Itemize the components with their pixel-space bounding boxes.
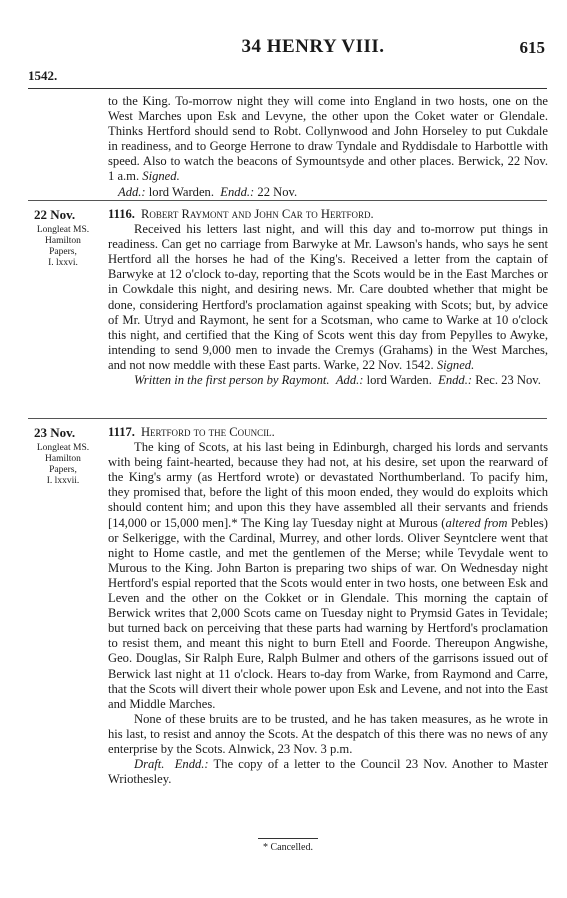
entry-1116 (108, 207, 548, 388)
entry-body: Received his letters last night, and will this day and to-morrow put things in readiness. Can get no carriage from Barwyke at Mr. Lawson's hands, who says he sent Hertford all the horses he had of the King's. Received a letter from the captain of Barwyke at 12 o'clock to-day, reporting that the Scots would be in the East Marches or in Cowkdale this night, and desiring news. Mr. Care doubted whether that might be done, considering Hertford's proclamation against speaking with Scots; but, by advice of Mr. Utryd and Raymont, he sent for a Scotsman, who came to Warke at 10 o'clock this night, and certified that the King of Scots went this day from Pepylles to Awyke, intending to send 9,000 men to invade the Cremys (Grahams) in the West Marches, and not now meddle with these East parts. Warke, 22 Nov. 1542. Signed. (108, 222, 548, 372)
entry-date: 23 Nov. (34, 425, 76, 440)
entry-heading (108, 425, 548, 440)
entry-divider (28, 418, 547, 419)
entry-endorsement: Written in the first person by Raymont. Add.: lord Warden. Endd.: Rec. 23 Nov. (134, 373, 541, 388)
running-title: 34 HENRY VIII. (241, 36, 385, 57)
continued-body: to the King. To-morrow night they will come into England in two hosts, one on the West Marches upon Esk and Levyne, the other upon the Coket water or Glendale. Thinks Hertford should send to Robt. Collynwood and John Horseley to put Cukdale in readiness, and to George Herrone to draw Tyndale and Ryddisdale to Harbottle with speed. Also to watch the beacons of Symountsyde and other places. Berwick, 22 Nov. 1 a.m. Signed. (108, 94, 548, 184)
continued-entry (108, 94, 548, 200)
entry-1117-margin (24, 425, 102, 487)
page-number: 615 (519, 38, 545, 57)
entry-1116-margin (24, 207, 102, 269)
entry-endorsement: Draft. Endd.: The copy of a letter to the Council 23 Nov. Another to Master Wriothesley. (108, 757, 549, 787)
entry-1117 (108, 425, 548, 787)
entry-number: 1116. (108, 207, 135, 221)
entry-divider (28, 200, 547, 201)
entry-body-2: None of these bruits are to be trusted, and he has taken measures, as he wrote in his last, to resist and annoy the Scots. At the despatch of this there was no news of any enterprise by the Scots. Alnwick, 23 Nov. 3 p.m. (108, 711, 548, 756)
entry-source: Longleat MS. Hamilton Papers, I. lxxvii. (36, 443, 90, 486)
entry-title: Robert Raymont and John Car to Hertford. (140, 207, 374, 221)
continued-signed: Signed. (142, 169, 180, 184)
entry-source: Longleat MS. Hamilton Papers, I. lxxvi. (36, 225, 90, 268)
entry-number: 1117. (108, 425, 135, 439)
entry-body: The king of Scots, at his last being in Edinburgh, charged his lords and servants with being faint-hearted, because they had not, at his desire, set upon the rearward of the King's army (as Hertford wrote) or devastated Northumberland. To pacify him, they promised that, before the light of this moon ended, they would do exploits which should content him; and upon this they have assembled all their servants and friends [14,000 or 15,000 men].* The King lay Tuesday night at Murous (altered from Pebles) or Selkerigge, with the Cardinal, Murrey, and other lords. Oliver Seyntclere went that night to Home castle, and met the gentlemen of the Merse; while Tevydale went to Murous to the King. John Barton is preparing two ships of war. On Wednesday night Hertford's espial reported that the Scots would enter in two hosts, one between Esk and Leven and the other on the Cokket or in Glendale. This morning the captain of Berwick writes that 2,000 Scots came on Tuesday night to Prymsid Gates in Tevidale; but turned back on perceiving that these parts had warning by Hertford's proclamation to resist them, and meant this night to burn Etell and Foorde. Thereupon Angwishe, Geo. Douglas, Sir Ralph Eure, Ralph Bulmer and others of the garrisons issued out of Berwick last night at 11 o'clock. Hears to-day from Warke, from Raymond and Carre, that the Scots will divert their whole power upon Esk and Levene, and not into the East and Middle Marches. (108, 440, 548, 711)
entry-date: 22 Nov. (34, 207, 76, 222)
entry-signed: Signed. (436, 357, 475, 372)
continued-endorsement: Add.: lord Warden. Endd.: 22 Nov. (118, 184, 298, 199)
entry-title: Hertford to the Council. (140, 425, 275, 439)
footnote-rule (258, 838, 318, 839)
entry-heading (108, 207, 548, 222)
footnote: * Cancelled. (263, 842, 313, 853)
header-rule (28, 88, 547, 89)
year-label: 1542. (28, 68, 58, 83)
